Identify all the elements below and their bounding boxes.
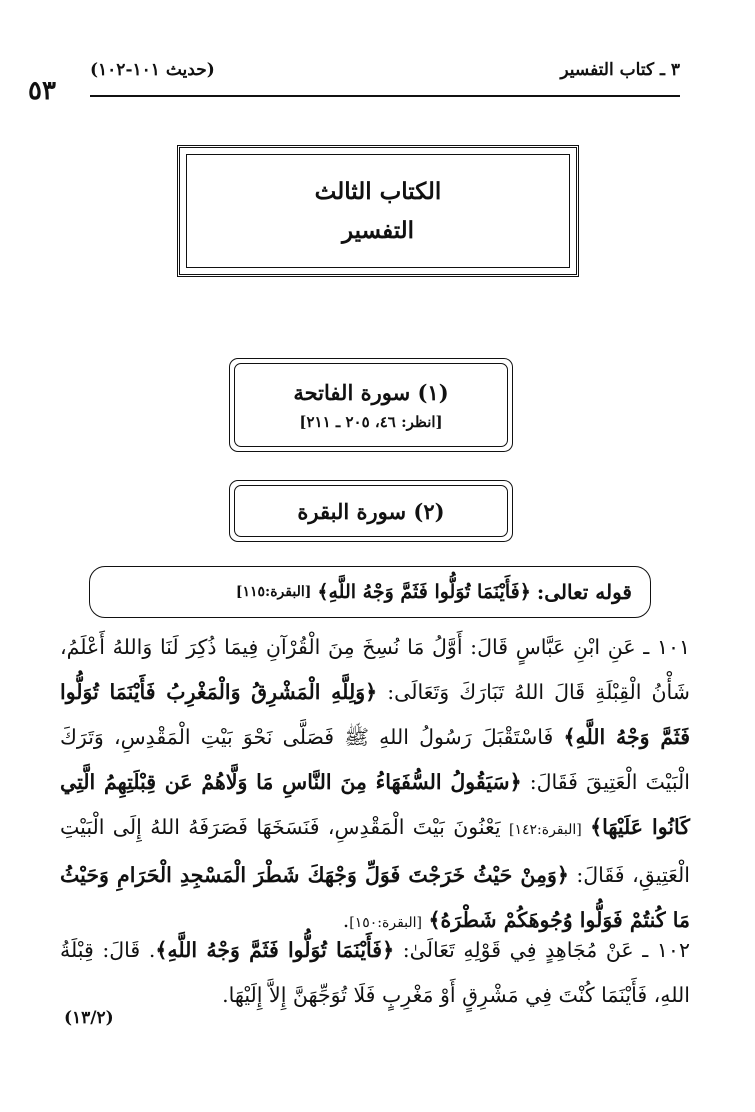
hadith-102-quran-1: ﴿فَأَيْنَمَا تُوَلُّوا فَثَمَّ وَجْهُ اللَّهِ﴾	[155, 938, 395, 962]
verse-box	[89, 566, 651, 618]
hadith-101-text-2: فَاسْتَقْبَلَ رَسُولُ اللهِ ﷺ فَصَلَّى نَحْوَ بَيْتِ الْمَقْدِسِ، وَتَرَكَ الْبَيْتَ الْعَتِيقَ فَقَالَ:	[60, 725, 690, 794]
verse-text: ﴿فَأَيْنَمَا تُوَلُّوا فَثَمَّ وَجْهُ اللَّهِ﴾	[317, 581, 531, 603]
hadith-101-quran-1: ﴿وَلِلَّهِ الْمَشْرِقُ وَالْمَغْرِبُ فَأَيْنَمَا تُوَلُّوا فَثَمَّ وَجْهُ اللَّهِ﴾	[60, 680, 690, 749]
hadith-102-number: ١٠٢ ـ	[642, 938, 690, 962]
chapter-title: ٣ ـ كتاب التفسير	[560, 60, 680, 80]
verse-label: قوله تعالى:	[536, 580, 632, 604]
hadith-range: (حديث ١٠١-١٠٢)	[90, 60, 215, 80]
hadith-101-text-3: يَعْنُونَ بَيْتَ الْمَقْدِسِ، فَنَسَخَهَا فَصَرَفَهُ اللهُ إِلَى الْبَيْتِ الْعَتِيقِ، فَقَالَ:	[60, 815, 690, 887]
book-subtitle: التفسير	[341, 217, 415, 244]
surah-baqara-box	[229, 480, 513, 542]
hadith-101-quran-3: ﴿وَمِنْ حَيْثُ خَرَجْتَ فَوَلِّ وَجْهَكَ شَطْرَ الْمَسْجِدِ الْحَرَامِ وَحَيْثُ مَا كُنتُمْ فَوَلُّوا وُجُوهَكُمْ شَطْرَهُ﴾	[60, 863, 690, 932]
surah-baqara-title: (٢) سورة البقرة	[297, 498, 445, 524]
hadith-101-quran-2: ﴿سَيَقُولُ السُّفَهَاءُ مِنَ النَّاسِ مَا وَلَّاهُمْ عَن قِبْلَتِهِمُ الَّتِي كَانُوا عَلَيْهَا﴾	[60, 770, 691, 839]
surah-baqara-inner	[234, 485, 508, 537]
surah-fatiha-inner	[234, 363, 508, 447]
hadith-102-text-2: . قَالَ: قِبْلَةُ اللهِ، فَأَيْنَمَا كُنْتَ فِي مَشْرِقٍ أَوْ مَغْرِبٍ فَلَا تُوَجِّهَنَّ إِلاَّ إِلَيْهَا.	[60, 938, 690, 1007]
surah-fatiha-title: (١) سورة الفاتحة	[293, 379, 449, 405]
book-title-box-inner	[186, 154, 570, 268]
hadith-102-source: (١٣/٢)	[64, 1008, 114, 1028]
hadith-101-text-1: عَنِ ابْنِ عَبَّاسٍ قَالَ: أَوَّلُ مَا نُسِخَ مِنَ الْقُرْآنِ فِيمَا ذُكِرَ لَنَا وَاللهُ أَعْلَمُ، شَأْنُ الْقِبْلَةِ قَالَ اللهُ تَبَارَكَ وَتَعَالَى:	[60, 635, 690, 704]
hadith-101	[60, 625, 690, 946]
hadith-102	[60, 928, 690, 1018]
book-title-box	[177, 145, 579, 277]
surah-fatiha-box	[229, 358, 513, 452]
verse-ref: [البقرة:١١٥]	[235, 584, 312, 600]
hadith-101-ref-2: [البقرة:١٥٠]	[349, 915, 422, 931]
header-rule	[90, 95, 680, 97]
surah-fatiha-note: [انظر: ٤٦، ٢٠٥ ـ ٢١١]	[299, 412, 443, 431]
book-title: الكتاب الثالث	[314, 178, 442, 205]
page-number: ٥٣	[28, 76, 56, 106]
hadith-102-text-1: عَنْ مُجَاهِدٍ فِي قَوْلِهِ تَعَالَىٰ:	[402, 938, 634, 962]
running-header	[90, 60, 680, 86]
hadith-101-ref-1: [البقرة:١٤٢]	[509, 822, 582, 838]
hadith-101-end: .	[342, 908, 350, 932]
hadith-101-number: ١٠١ ـ	[643, 635, 690, 659]
